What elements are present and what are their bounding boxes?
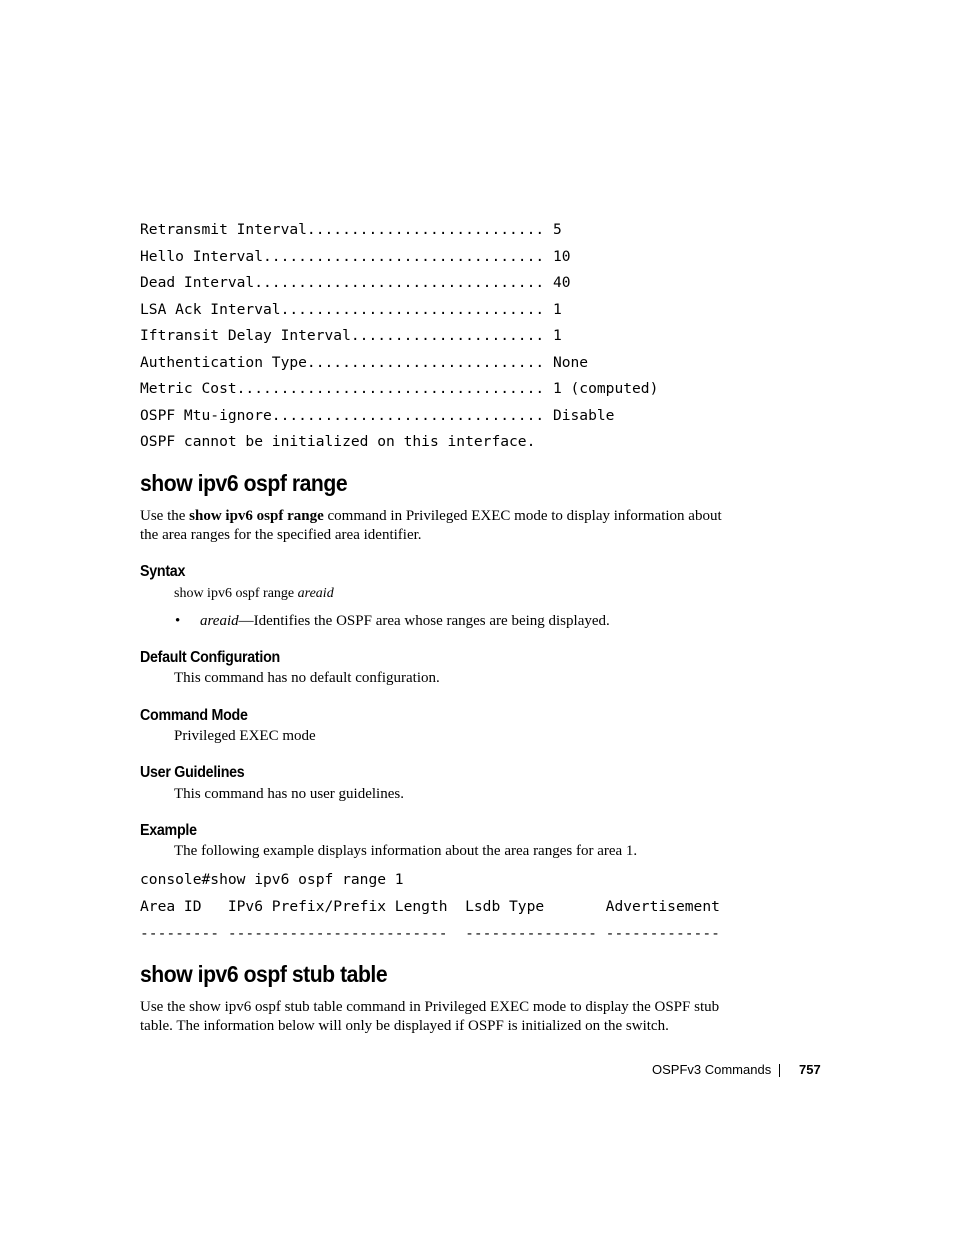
intro-text: Use the: [140, 508, 190, 524]
page-number: 757: [799, 1062, 821, 1077]
example-heading: Example: [140, 822, 197, 839]
output-line: Retransmit Interval........................... 5: [140, 221, 562, 238]
output-line: OSPF cannot be initialized on this interface.: [140, 433, 536, 450]
output-line: Dead Interval................................. 40: [140, 274, 571, 291]
output-line: Iftransit Delay Interval...................... 1: [140, 327, 562, 344]
intro-text: command in Privileged EXEC mode to display information about: [323, 508, 722, 524]
section2-intro-line2: table. The information below will only be displayed if OSPF is initialized on the switch.: [140, 1018, 669, 1034]
section2-intro-line1: Use the show ipv6 ospf stub table command in Privileged EXEC mode to display the OSPF stub: [140, 999, 720, 1015]
bullet-symbol: •: [175, 613, 181, 629]
user-guidelines-heading: User Guidelines: [140, 764, 245, 781]
example-line: --------- ------------------------- --------------- -------------: [140, 925, 720, 942]
output-line: Metric Cost................................... 1 (computed): [140, 380, 659, 397]
output-line: Authentication Type........................... None: [140, 354, 589, 371]
footer-separator: [779, 1064, 780, 1077]
syntax-command: show ipv6 ospf range: [174, 586, 298, 601]
default-config-heading: Default Configuration: [140, 649, 280, 666]
user-guidelines-text: This command has no user guidelines.: [174, 786, 404, 802]
example-line: console#show ipv6 ospf range 1: [140, 871, 404, 888]
bullet-item: [200, 612, 610, 631]
section-intro-line2: the area ranges for the specified area identifier.: [140, 527, 422, 543]
output-line: OSPF Mtu-ignore............................... Disable: [140, 407, 615, 424]
syntax-param: areaid: [297, 586, 334, 601]
default-config-text: This command has no default configuration.: [174, 670, 440, 686]
example-line: Area ID IPv6 Prefix/Prefix Length Lsdb Type Advertisement: [140, 898, 720, 915]
bullet-text: —Identifies the OSPF area whose ranges are being displayed.: [238, 613, 610, 629]
command-mode-heading: Command Mode: [140, 707, 248, 724]
syntax-line: [174, 584, 334, 603]
output-line: LSA Ack Interval.............................. 1: [140, 301, 562, 318]
syntax-heading: Syntax: [140, 563, 186, 580]
section-title-range: show ipv6 ospf range: [140, 470, 348, 496]
intro-command: show ipv6 ospf range: [189, 508, 324, 524]
example-text: The following example displays information about the area ranges for area 1.: [174, 843, 638, 859]
section-title-stub-table: show ipv6 ospf stub table: [140, 961, 388, 987]
bullet-param: areaid: [200, 613, 239, 629]
command-mode-text: Privileged EXEC mode: [174, 728, 316, 744]
footer-section-name: OSPFv3 Commands: [652, 1062, 772, 1077]
section-intro: [140, 507, 722, 526]
output-line: Hello Interval................................ 10: [140, 248, 571, 265]
